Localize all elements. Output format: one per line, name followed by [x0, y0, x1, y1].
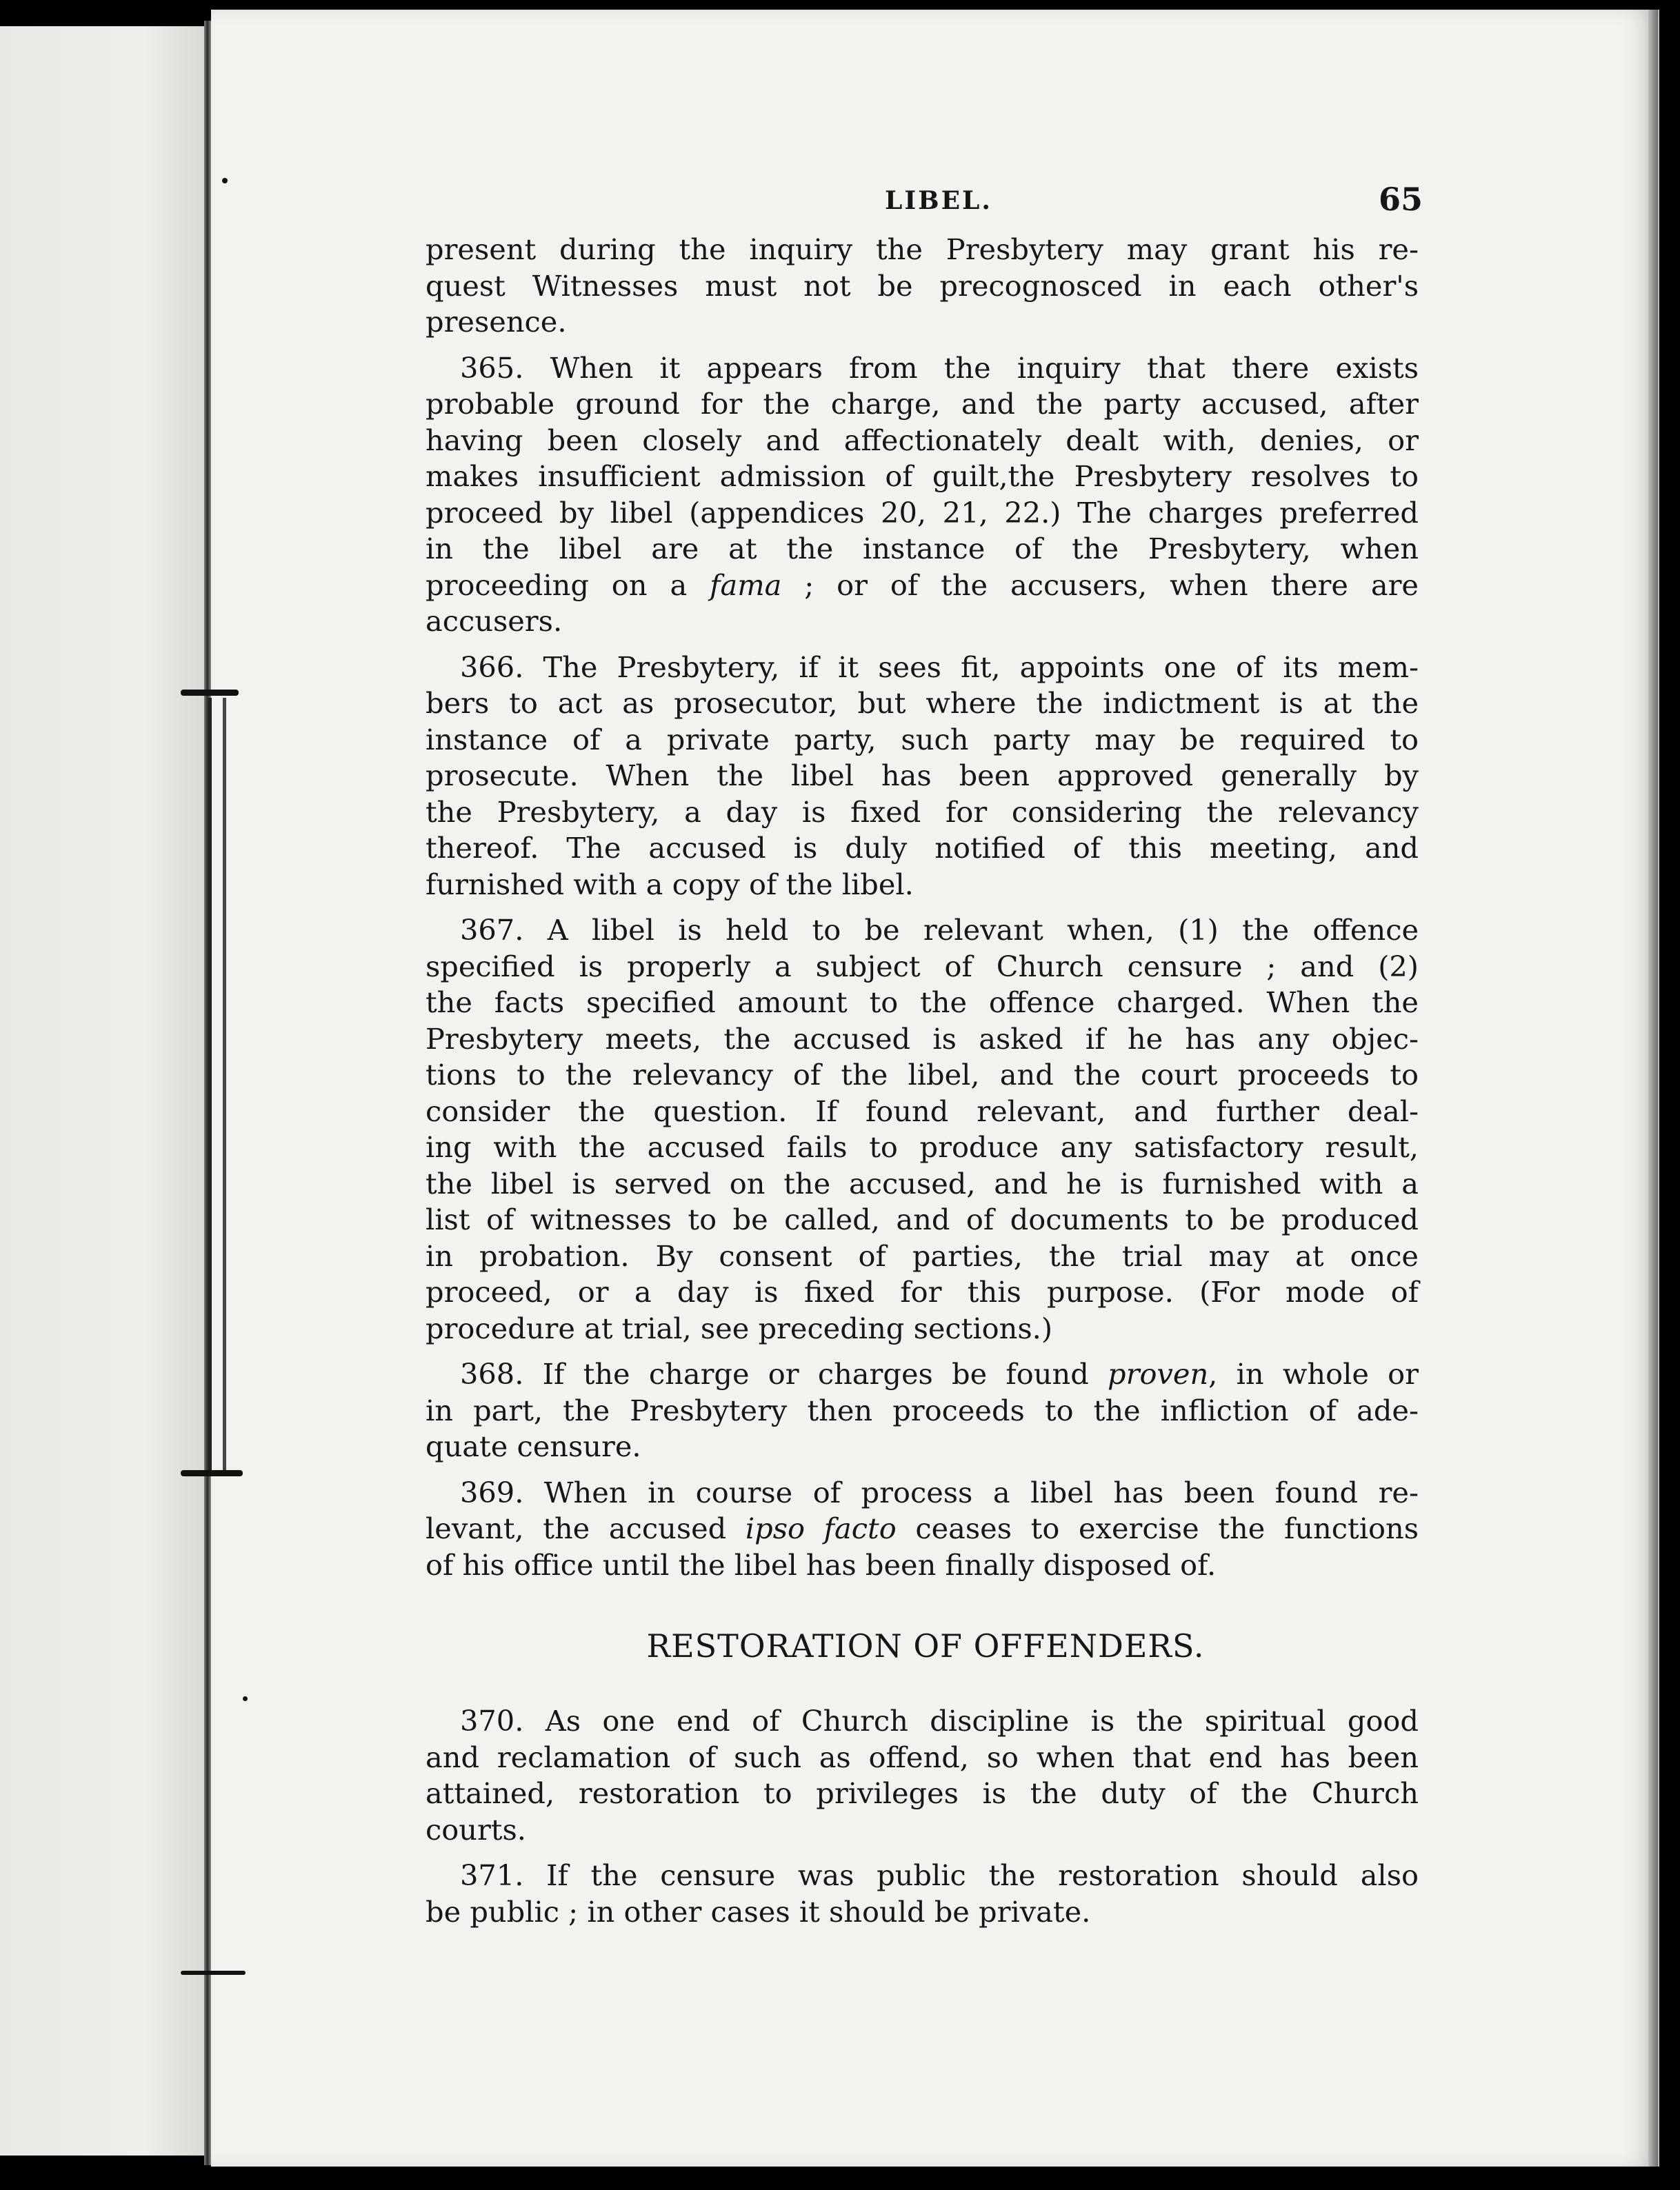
- text-line: 365. When it appears from the inquiry that there exists: [460, 350, 1419, 385]
- text-line: tions to the relevancy of the libel, and the court proceeds to: [426, 1058, 1419, 1092]
- text-line: in part, the Presbytery then proceeds to the infliction of ade-: [426, 1393, 1419, 1427]
- text-line: thereof. The accused is duly notified of this meeting, and: [426, 831, 1419, 865]
- text-line: proceed, or a day is fixed for this purpose. (For mode of: [426, 1275, 1419, 1309]
- text-line: quate censure.: [426, 1429, 641, 1463]
- text-line: 366. The Presbytery, if it sees fit, appoints one of its mem-: [460, 650, 1419, 684]
- paragraph-p367: [426, 912, 1419, 1347]
- margin-dot-mark: [243, 1696, 248, 1701]
- margin-bracket-mark: [208, 698, 226, 1470]
- left-page: [0, 26, 207, 2156]
- running-title: LIBEL.: [885, 186, 992, 215]
- text-line: prosecute. When the libel has been approved generally by: [426, 759, 1419, 792]
- text-line: ing with the accused fails to produce any satisfactory result,: [426, 1130, 1419, 1164]
- text-line: procedure at trial, see preceding sections.): [426, 1311, 1053, 1345]
- text-line: furnished with a copy of the libel.: [426, 867, 914, 901]
- text-line: 370. As one end of Church discipline is the spiritual good: [460, 1704, 1419, 1738]
- margin-bracket-bottom-mark: [181, 1470, 243, 1476]
- text-line: Presbytery meets, the accused is asked if he has any objec-: [426, 1021, 1419, 1056]
- paragraph-cont: [426, 232, 1419, 341]
- text-line: 369. When in course of process a libel has been found re-: [460, 1475, 1419, 1509]
- text-line: proceed by libel (appendices 20, 21, 22.) The charges preferred: [426, 495, 1419, 530]
- margin-dot-mark: [222, 178, 228, 183]
- text-line: in probation. By consent of parties, the trial may at once: [426, 1238, 1419, 1273]
- text-line: makes insufficient admission of guilt,the Presbytery resolves to: [426, 459, 1419, 493]
- paragraph-p366: [426, 650, 1419, 903]
- text-line: 371. If the censure was public the restoration should also: [460, 1858, 1419, 1892]
- text-line: 367. A libel is held to be relevant when, (1) the offence: [460, 913, 1419, 947]
- text-line: probable ground for the charge, and the party accused, after: [426, 387, 1419, 421]
- section-heading: RESTORATION OF OFFENDERS.: [646, 1627, 1205, 1665]
- page-text: [426, 177, 1423, 1940]
- text-line: 368. If the charge or charges be found proven, in whole or: [460, 1357, 1419, 1391]
- running-head: [426, 177, 1423, 232]
- text-line: list of witnesses to be called, and of documents to be produced: [426, 1203, 1419, 1236]
- paragraph-p368: [426, 1356, 1419, 1465]
- text-line: presence.: [426, 305, 567, 339]
- body-paragraphs: [426, 232, 1419, 1583]
- text-line: of his office until the libel has been finally disposed of.: [426, 1547, 1217, 1582]
- paragraph-p370: [426, 1703, 1419, 1848]
- text-line: courts.: [426, 1812, 526, 1847]
- text-line: bers to act as prosecutor, but where the indictment is at the: [426, 686, 1419, 720]
- text-line: the Presbytery, a day is fixed for considering the relevancy: [426, 794, 1419, 829]
- text-line: quest Witnesses must not be precognosced in each other's: [426, 268, 1419, 303]
- paragraph-p371: [426, 1858, 1419, 1930]
- section-paragraphs: [426, 1703, 1419, 1930]
- page-number: 65: [1378, 181, 1423, 218]
- paragraph-p365: [426, 350, 1419, 640]
- text-line: consider the question. If found relevant, and further deal-: [426, 1094, 1419, 1128]
- margin-dash-mark: [181, 1971, 246, 1975]
- text-line: the facts specified amount to the offence charged. When the: [426, 985, 1419, 1019]
- paragraph-p369: [426, 1475, 1419, 1584]
- margin-bracket-top-mark: [181, 690, 239, 696]
- text-line: attained, restoration to privileges is the duty of the Church: [426, 1776, 1419, 1810]
- text-line: proceeding on a fama ; or of the accusers, when there are: [426, 567, 1419, 602]
- text-line: instance of a private party, such party may be required to: [426, 722, 1419, 756]
- page-edge: [1648, 10, 1658, 2167]
- text-line: present during the inquiry the Presbytery may grant his re-: [426, 232, 1419, 266]
- text-line: the libel is served on the accused, and he is furnished with a: [426, 1166, 1419, 1201]
- text-line: and reclamation of such as offend, so when that end has been: [426, 1740, 1419, 1774]
- text-line: levant, the accused ipso facto ceases to exercise the functions: [426, 1511, 1419, 1545]
- text-line: specified is properly a subject of Church censure ; and (2): [426, 949, 1419, 983]
- text-line: accusers.: [426, 604, 563, 638]
- text-line: having been closely and affectionately dealt with, denies, or: [426, 423, 1419, 457]
- text-line: in the libel are at the instance of the Presbytery, when: [426, 532, 1419, 565]
- text-line: be public ; in other cases it should be private.: [426, 1894, 1091, 1929]
